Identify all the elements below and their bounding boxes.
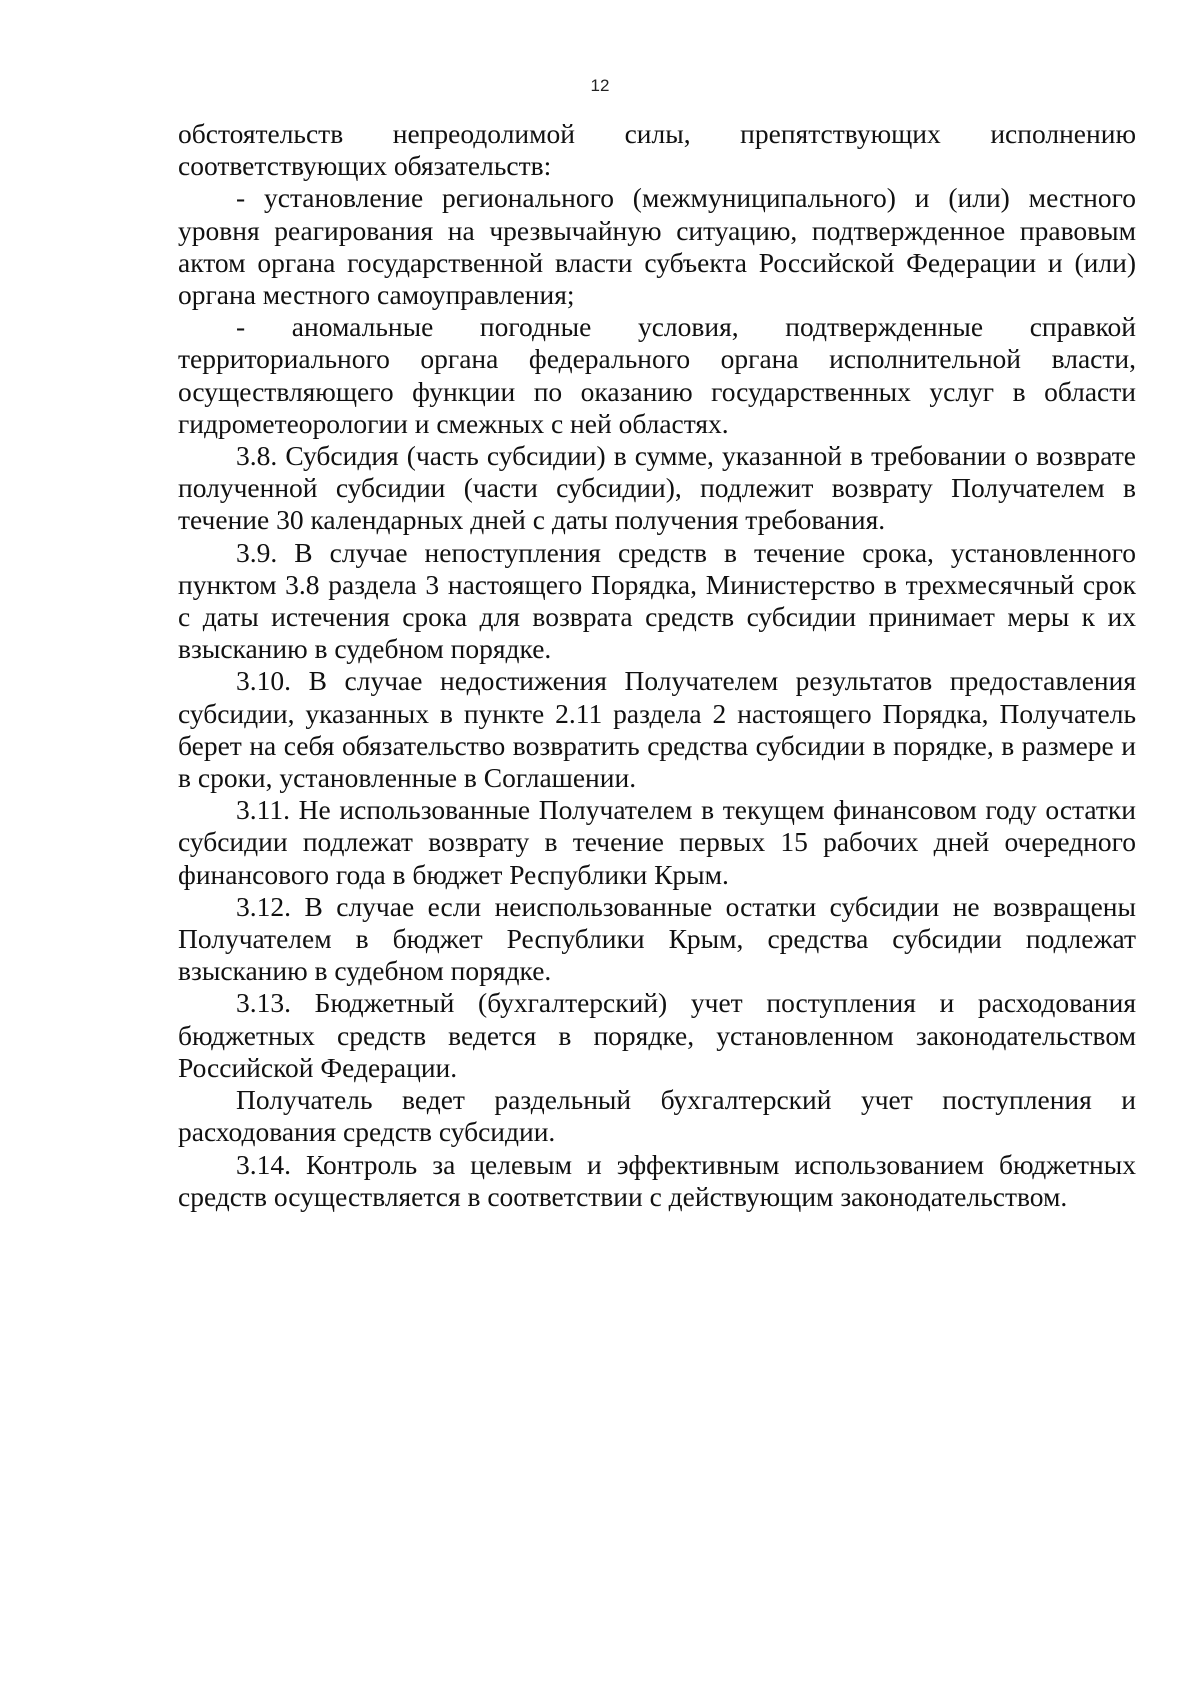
paragraph-3-14: 3.14. Контроль за целевым и эффективным использованием бюджетных средств осуществляется в соответствии с действующим законодательством.: [178, 1148, 1136, 1212]
page-number: 12: [590, 76, 610, 95]
paragraph-3-11: 3.11. Не использованные Получателем в текущем финансовом году остатки субсидии подлежат возврату в течение первых 15 рабочих дней очередного финансового года в бюджет Республики Крым.: [178, 794, 1136, 890]
paragraph-3-8: 3.8. Субсидия (часть субсидии) в сумме, указанной в требовании о возврате полученной субсидии (части субсидии), подлежит возврату Получателем в течение 30 календарных дней с даты получения требования.: [178, 440, 1136, 536]
paragraph-continuation: обстоятельств непреодолимой силы, препятствующих исполнению соответствующих обязательств:: [178, 118, 1136, 182]
paragraph-3-9: 3.9. В случае непоступления средств в течение срока, установленного пунктом 3.8 раздела 3 настоящего Порядка, Министерство в трехмесячный срок с даты истечения срока для возврата средств субсидии принимает меры к их взысканию в судебном порядке.: [178, 536, 1136, 665]
paragraph-3-13: 3.13. Бюджетный (бухгалтерский) учет поступления и расходования бюджетных средств ведется в порядке, установленном законодательством Российской Федерации.: [178, 987, 1136, 1083]
document-body: [178, 118, 1136, 1213]
paragraph-3-12: 3.12. В случае если неиспользованные остатки субсидии не возвращены Получателем в бюджет Республики Крым, средства субсидии подлежат взысканию в судебном порядке.: [178, 890, 1136, 987]
paragraph-weather-conditions: - аномальные погодные условия, подтвержденные справкой территориального органа федерального органа исполнительной власти, осуществляющего функции по оказанию государственных услуг в области гидрометеорологии и смежных с ней областях.: [178, 311, 1136, 439]
paragraph-3-10: 3.10. В случае недостижения Получателем результатов предоставления субсидии, указанных в пункте 2.11 раздела 2 настоящего Порядка, Получатель берет на себя обязательство возвратить средства субсидии в порядке, в размере и в сроки, установленные в Соглашении.: [178, 665, 1136, 794]
paragraph-emergency-response: - установление регионального (межмуниципального) и (или) местного уровня реагирования на чрезвычайную ситуацию, подтвержденное правовым актом органа государственной власти субъекта Российской Федерации и (или) органа местного самоуправления;: [178, 182, 1136, 311]
paragraph-separate-accounting: Получатель ведет раздельный бухгалтерский учет поступления и расходования средств субсидии.: [178, 1084, 1136, 1148]
